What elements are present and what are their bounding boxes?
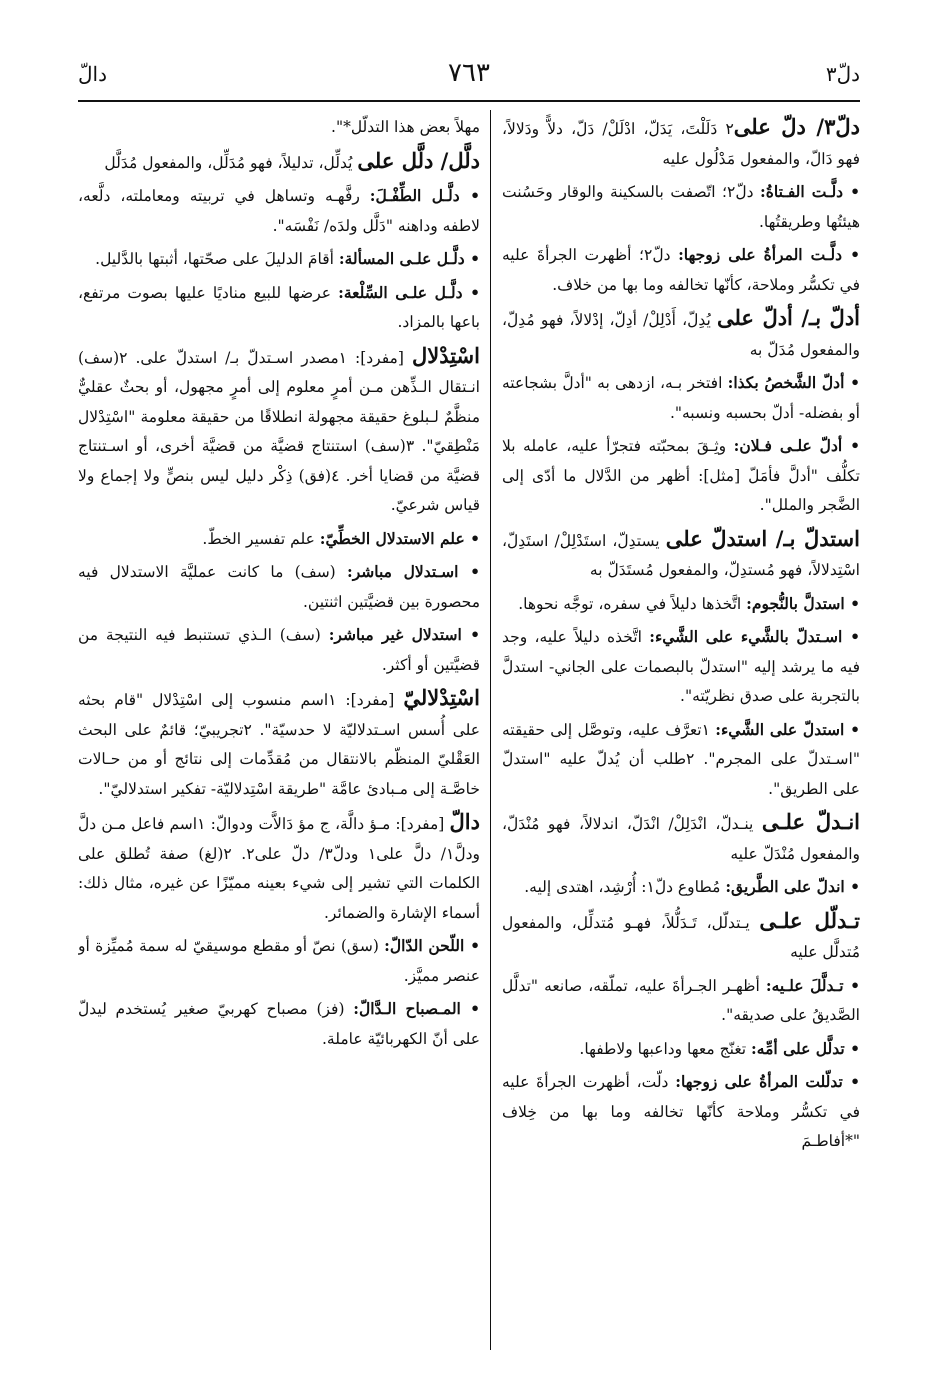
- right-column: [502, 112, 860, 1352]
- left-column: [78, 112, 480, 1352]
- dictionary-sense: [502, 368, 860, 428]
- sense-term: • تدلّلت المرأةُ على زوجها:: [675, 1072, 860, 1091]
- headword: استدلّ بـ/ استدلّ على: [665, 525, 860, 551]
- sense-term: • استدلّ على الشَّيء:: [715, 719, 860, 739]
- sense-definition: وثِـقَ بمحبّته فتجرّأ عليه، عامله بلا تكلُّف "أدلَّ فأمَلّ [مثل]: أظهر من الدَّلال ما أدّى إلى الضَّجر والملل".: [502, 437, 860, 514]
- dictionary-sense: [502, 715, 860, 805]
- sense-definition: (سف) ما كانت عمليَّة الاستدلال فيه محصورة بين قضيَّتين اثنتين.: [78, 563, 480, 611]
- sense-term: • اسـتدلال مباشر:: [346, 562, 480, 581]
- sense-definition: أقامَ الدليلَ على صحّتها، أثبتها بالدَّليل.: [95, 250, 339, 268]
- entry-definition: [مفرد]: ١اسم منسوب إلى اسْتِدْلال "قام بحثه على أُسس اسـتدلاليّة لا حدسيّة". ٢تجريبيّ؛ قائمٌ على البحث العَقْليّ المنظّم بالانتقال من مُقدِّمات إلى نتائج أو من حـالات خاصَّـة إلى مـبادئ عامَّة "طريقة اسْتِدلاليّة- تفكير استدلاليّ".: [78, 691, 480, 798]
- sense-definition: أظهـر الجـرأةَ عليه، تملّقه، صانعه "تدلَّل الصَّديقُ على صديقه".: [502, 976, 860, 1024]
- dictionary-sense: [502, 622, 860, 712]
- sense-term: • دلَّـل علـى المسألة:: [338, 249, 480, 268]
- dictionary-entry: [78, 146, 480, 179]
- sense-term: • أدلّ الشَّخصُ بكذا:: [727, 373, 860, 392]
- sense-definition: مُطاوع دلّ١: أُرْشِد، اهتدى إليه.: [524, 878, 726, 896]
- dictionary-entry: [502, 906, 860, 968]
- sense-definition: ١تعرَّف عليه، وتوصَّل إلى حقيقته "اسـتدلّ على المجرم". ٢طلب أن يُدلّ عليه "استدلّ على الطريق".: [502, 720, 860, 798]
- dictionary-sense: [502, 1067, 860, 1157]
- sense-definition: اتَّخذه دليلاً عليه، وجد فيه ما يرشد إليه "استدلّ بالبصمات على الجاني- استدلَّ بالتجربة على صدق نظريّته".: [502, 628, 860, 705]
- headword: دلّ٣/ دلّ على: [733, 114, 860, 139]
- sense-term: • دلَّـل علـى السِّلْعة:: [338, 282, 480, 302]
- dictionary-sense: [78, 112, 480, 143]
- sense-definition: دلّت، أظهرت الجرأةَ عليه في تكسُّر وملاحة كأنّها تخالفه وما بها من خِلاف "*أفاطـمَ: [502, 1073, 860, 1150]
- sense-definition: (فز) مصباح كهربيّ صغير يُستخدم ليدلّ على أنّ الكهربائيّة عاملة.: [78, 1000, 480, 1048]
- dictionary-entry: [78, 683, 480, 804]
- dictionary-entry: [78, 807, 480, 928]
- dictionary-sense: [502, 971, 860, 1031]
- entry-definition: [مفرد]: ١مصدر اسـتدلّ بـ/ استدلّ على. ٢(سف) انـتقال الـذِّهن مـن أمرٍ معلوم إلى أمرٍ مجهول، أو بحثٌ عقليٌّ منظَّمٌ لـبلوغ حقيقة مجهولة انطلاقًا من حقيقة معلومة "اسْتِدْلال مَنْطِقيّ". ٣(سف) استنتاج قضيَّة من قضيَّة أخرى، أو اسـتنتاج قضيَّة من قضايا أخر. ٤(فق) ذِكْر دليل ليس بنصٍّ ولا إجماع ولا قياس شرعيّ.: [78, 348, 480, 514]
- sense-term: • استدلَّ بالنُّجوم:: [746, 593, 860, 613]
- column-divider: [490, 110, 491, 1350]
- sense-term: • استدلال غير مباشر:: [328, 625, 480, 644]
- sense-definition: رفَّهـه وتساهل في تربيته ومعاملته، دلَّعه، لاطفه وداهنه "دَلَّل ولدَه/ نَفْسَه".: [78, 187, 480, 235]
- entry-definition: ٢ دَلَلْتَ، يَدَلّ، ادْلَلْ/ دَلّ، دلاًّ ودَلالاً، فهو دَالّ، والمفعول مَدْلُول عليه: [502, 120, 860, 168]
- dictionary-entry: [502, 807, 860, 869]
- dictionary-sense: [78, 278, 480, 338]
- sense-term: • دلَّـل الطِّفْـلَ:: [369, 186, 480, 205]
- sense-term: • اسـتدلّ بالشَّيء على الشَّيء:: [649, 627, 860, 646]
- dictionary-sense: [502, 872, 860, 903]
- dictionary-sense: [502, 1034, 860, 1065]
- sense-definition: عرضها للبيع مناديًا عليها بصوت مرتفع، باعها بالمزاد.: [78, 283, 480, 331]
- headword: انـدلّ علـى: [761, 809, 860, 834]
- entry-definition: يُدِلّ، أَدْلِلْ/ أدِلّ، إدْلالاً، فهو مُدِلّ، والمفعول مُدَلّ به: [502, 311, 860, 359]
- sense-term: • اللّحن الدّالّ:: [384, 936, 480, 955]
- dictionary-sense: [78, 620, 480, 680]
- page-number: ٧٦٣: [448, 58, 490, 88]
- dictionary-sense: [78, 181, 480, 241]
- entry-definition: يُدلِّل، تدليلاً، فهو مُدَلِّل، والمفعول مُدَلَّل: [104, 153, 358, 172]
- header-left-word: دالّ: [78, 62, 107, 86]
- headword: دلَّل/ دلَّل على: [357, 147, 480, 173]
- sense-term: • تدلَّل على أمِّه:: [751, 1038, 860, 1058]
- dictionary-sense: [78, 994, 480, 1054]
- dictionary-sense: [502, 431, 860, 521]
- sense-term: • أدلّ علـى فـلان:: [733, 436, 860, 455]
- dictionary-entry: [502, 524, 860, 586]
- headword: أدلّ بـ/ أدلّ على: [716, 305, 860, 330]
- dictionary-sense: [78, 557, 480, 617]
- entry-definition: ينـدلّ، انْدَلِلْ/ انْدَلّ، اندلالاً، فهو مُنْدَلّ، والمفعول مُنْدَلّ عليه: [502, 815, 860, 863]
- dictionary-entry: [502, 303, 860, 365]
- sense-definition: مهلاً بعض هذا التدلّل*".: [331, 118, 480, 136]
- entry-definition: [مفرد]: مـؤ دالَّة، ج مؤ دَالاَّت ودوالّ: ١اسم فاعل مـن دلَّ ودلَّ١/ دلَّ على١ ودلّ٣/ دلّ على٢. ٢(لغ) صفة تُطلق على الكلمات التي تشير إلى شيء بعينه مميّزًا عن غيره، مثال ذلك: أسماء الإشارة والضمائر.: [78, 815, 480, 922]
- sense-definition: (سق) نصّ أو مقطع موسيقيّ له سمة مُميِّزة أو عنصر مميَّز.: [78, 937, 480, 985]
- sense-term: • تـدلَّلَ علـيه:: [765, 975, 860, 995]
- sense-definition: (سف) الـذي تستنبط فيه النتيجة من قضيَّتين أو أكثر.: [78, 626, 480, 674]
- sense-definition: دلّ٢؛ أظهرت الجرأةَ عليه في تكسُّر وملاحة، كأنّها تخالفه وما بها من خلاف.: [502, 246, 860, 294]
- sense-term: • المـصباح الـدَّالّ:: [353, 999, 480, 1018]
- dictionary-sense: [78, 244, 480, 275]
- dictionary-sense: [502, 177, 860, 237]
- sense-definition: افتخر بـه، ازدهى به "أدلَّ بشجاعته أو بفضله- أدلّ بحسبه ونسبه".: [502, 374, 860, 422]
- headword: اسْتِدْلاليّ: [403, 685, 480, 710]
- dictionary-sense: [78, 931, 480, 991]
- headword: دالّ: [449, 809, 480, 834]
- sense-definition: تغنّج معها وداعبها ولاطفها.: [579, 1039, 752, 1058]
- header-rule: [78, 100, 860, 102]
- dictionary-entry: [78, 341, 480, 521]
- headword: تـدلّل علـى: [759, 907, 860, 933]
- entry-definition: يـتدلّل، تَـدَلُّلاً، فهـو مُتدلِّل، والمفعول مُتدلَّل عليه: [502, 913, 860, 961]
- sense-term: • اندلّ على الطَّريق:: [725, 877, 860, 896]
- sense-term: • دلَّـت الفـتاةُ:: [760, 182, 860, 201]
- headword: اسْتِدْلال: [411, 342, 480, 368]
- sense-definition: اتَّخذها دليلاً في سفره، توجَّه نحوها.: [518, 594, 747, 613]
- sense-definition: علم تفسير الخطّ.: [202, 529, 320, 548]
- header-right-word: دلّ٣: [825, 62, 860, 86]
- dictionary-sense: [78, 524, 480, 555]
- dictionary-sense: [502, 240, 860, 300]
- sense-term: • علم الاستدلال الخطِّيّ:: [319, 528, 480, 548]
- dictionary-entry: [502, 112, 860, 174]
- entry-definition: يستدِلّ، استَدْلِلْ/ استَدِلّ، اسْتِدلالاً، فهو مُستدِلّ، والمفعول مُستَدَلّ به: [502, 531, 860, 579]
- sense-term: • دلَّـت المرأةُ على زوجها:: [678, 245, 860, 264]
- sense-definition: دلّ٢؛ اتّصفت بالسكينة والوقار وحَسُنت هيئتُها وطريقتُها.: [502, 183, 860, 231]
- page-header: [78, 58, 860, 94]
- dictionary-sense: [502, 589, 860, 620]
